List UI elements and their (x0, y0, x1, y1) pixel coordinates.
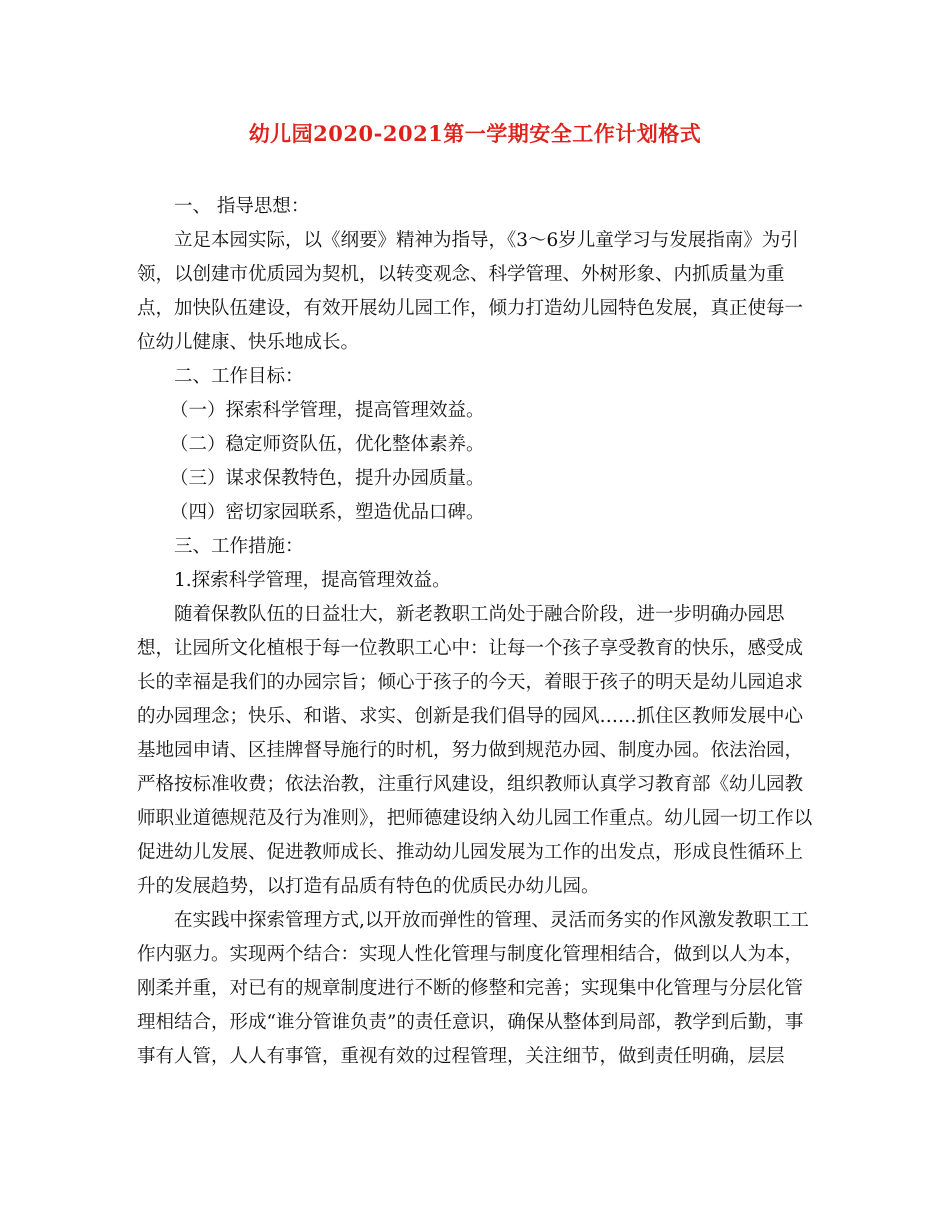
section-heading-guiding-ideology: 一、 指导思想： (174, 196, 310, 217)
document-body (137, 190, 821, 1074)
goal-item-4: （四）密切家园联系，塑造优品口碑。 (170, 502, 485, 523)
goal-item-3: （三）谋求保教特色，提升办园质量。 (170, 468, 485, 489)
paragraph-measure-1: 随着保教队伍的日益壮大，新老教职工尚处于融合阶段，进一步明确办园思想，让园所文化植根于每一位教职工心中：让每一个孩子享受教育的快乐，感受成长的幸福是我们的办园宗旨；倾心于孩子的今天，着眼于孩子的明天是幼儿园追求的办园理念；快乐、和谐、求实、创新是我们倡导的园风……抓住区教师发展中心基地园申请、区挂牌督导施行的时机，努力做到规范办园、制度办园。依法治园，严格按标准收费；依法治教，注重行风建设，组织教师认真学习教育部《幼儿园教师职业道德规范及行为准则》，把师德建设纳入幼儿园工作重点。幼儿园一切工作以促进幼儿发展、促进教师成长、推动幼儿园发展为工作的出发点，形成良性循环上升的发展趋势，以打造有品质有特色的优质民办幼儿园。 (137, 604, 813, 897)
section-heading-work-measures: 三、工作措施： (174, 536, 304, 557)
goal-item-1: （一）探索科学管理，提高管理效益。 (170, 400, 485, 421)
measure-heading-1: 1.探索科学管理，提高管理效益。 (174, 570, 451, 591)
document-title: 幼儿园2020-2021第一学期安全工作计划格式 (248, 121, 702, 146)
paragraph-management-practice: 在实践中探索管理方式,以开放而弹性的管理、灵活而务实的作风激发教职工工作内驱力。实现两个结合：实现人性化管理与制度化管理相结合，做到以人为本，刚柔并重，对已有的规章制度进行不断的修整和完善；实现集中化管理与分层化管理相结合，形成“谁分管谁负责”的责任意识，确保从整体到局部，教学到后勤，事事有人管，人人有事管，重视有效的过程管理，关注细节，做到责任明确，层层 (137, 910, 809, 1067)
goal-item-2: （二）稳定师资队伍，优化整体素养。 (170, 434, 485, 455)
paragraph-guiding-ideology: 立足本园实际，以《纲要》精神为指导，《3～6岁儿童学习与发展指南》为引领，以创建市优质园为契机，以转变观念、科学管理、外树形象、内抓质量为重点，加快队伍建设，有效开展幼儿园工作，倾力打造幼儿园特色发展，真正使每一位幼儿健康、快乐地成长。 (137, 230, 804, 353)
section-heading-work-goals: 二、工作目标： (174, 366, 304, 387)
